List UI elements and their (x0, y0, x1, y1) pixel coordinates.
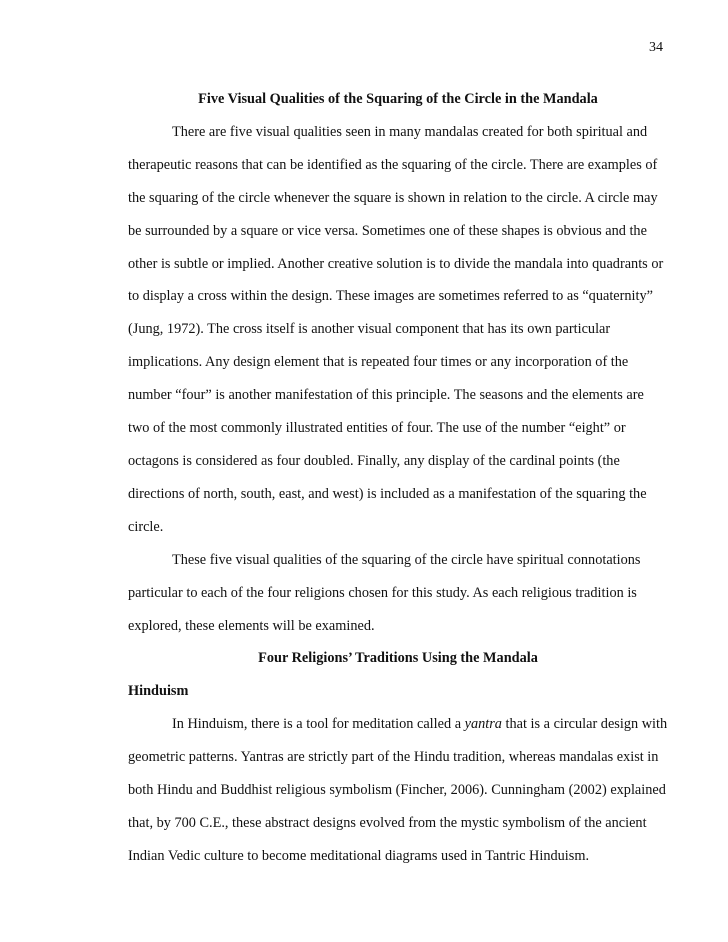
section-heading-visual-qualities: Five Visual Qualities of the Squaring of the Circle in the Mandala (198, 91, 598, 107)
paragraph-squaring-circle: There are five visual qualities seen in many mandalas created for both spiritual and therapeutic reasons that can be identified as the squaring of the circle. There are examples of the squaring of the circle whenever the square is shown in relation to the circle. A circle may be surrounded by a square or vice versa. Sometimes one of these shapes is obvious and the other is subtle or implied. Another creative solution is to divide the mandala into quadrants or to display a cross within the design. These images are sometimes referred to as “quaternity” (Jung, 1972). The cross itself is another visual component that has its own particular implications. Any design element that is repeated four times or any incorporation of the number “four” is another manifestation of this principle. The seasons and the elements are two of the most commonly illustrated entities of four. The use of the number “eight” or octagons is considered as four doubled. Finally, any display of the cardinal points (the directions of north, south, east, and west) is included as a manifestation of the squaring the circle. (128, 123, 664, 535)
section-heading-four-religions: Four Religions’ Traditions Using the Mandala (258, 650, 538, 667)
paragraph-spiritual-connotations: These five visual qualities of the squaring of the circle have spiritual connotations particular to each of the four religions chosen for this study. As each religious tradition is explored, these elements will be examined. (128, 551, 641, 634)
paragraph-hinduism-text-start: In Hinduism, there is a tool for meditation called a (172, 716, 465, 733)
paragraph-hinduism-text-end: that is a circular design with geometric patterns. Yantras are strictly part of the Hindu tradition, whereas mandalas exist in both Hindu and Buddhist religious symbolism (Fincher, 2006). Cunningham (2002) explained that, by 700 C.E., these abstract designs evolved from the mystic symbolism of the ancient Indian Vedic culture to become meditational diagrams used in Tantric Hinduism. (128, 716, 668, 864)
subsection-heading-hinduism: Hinduism (128, 683, 189, 700)
paragraph-hinduism (128, 708, 668, 873)
document-body (128, 83, 668, 873)
page-number: 34 (649, 40, 663, 55)
yantra-term: yantra (464, 716, 502, 733)
